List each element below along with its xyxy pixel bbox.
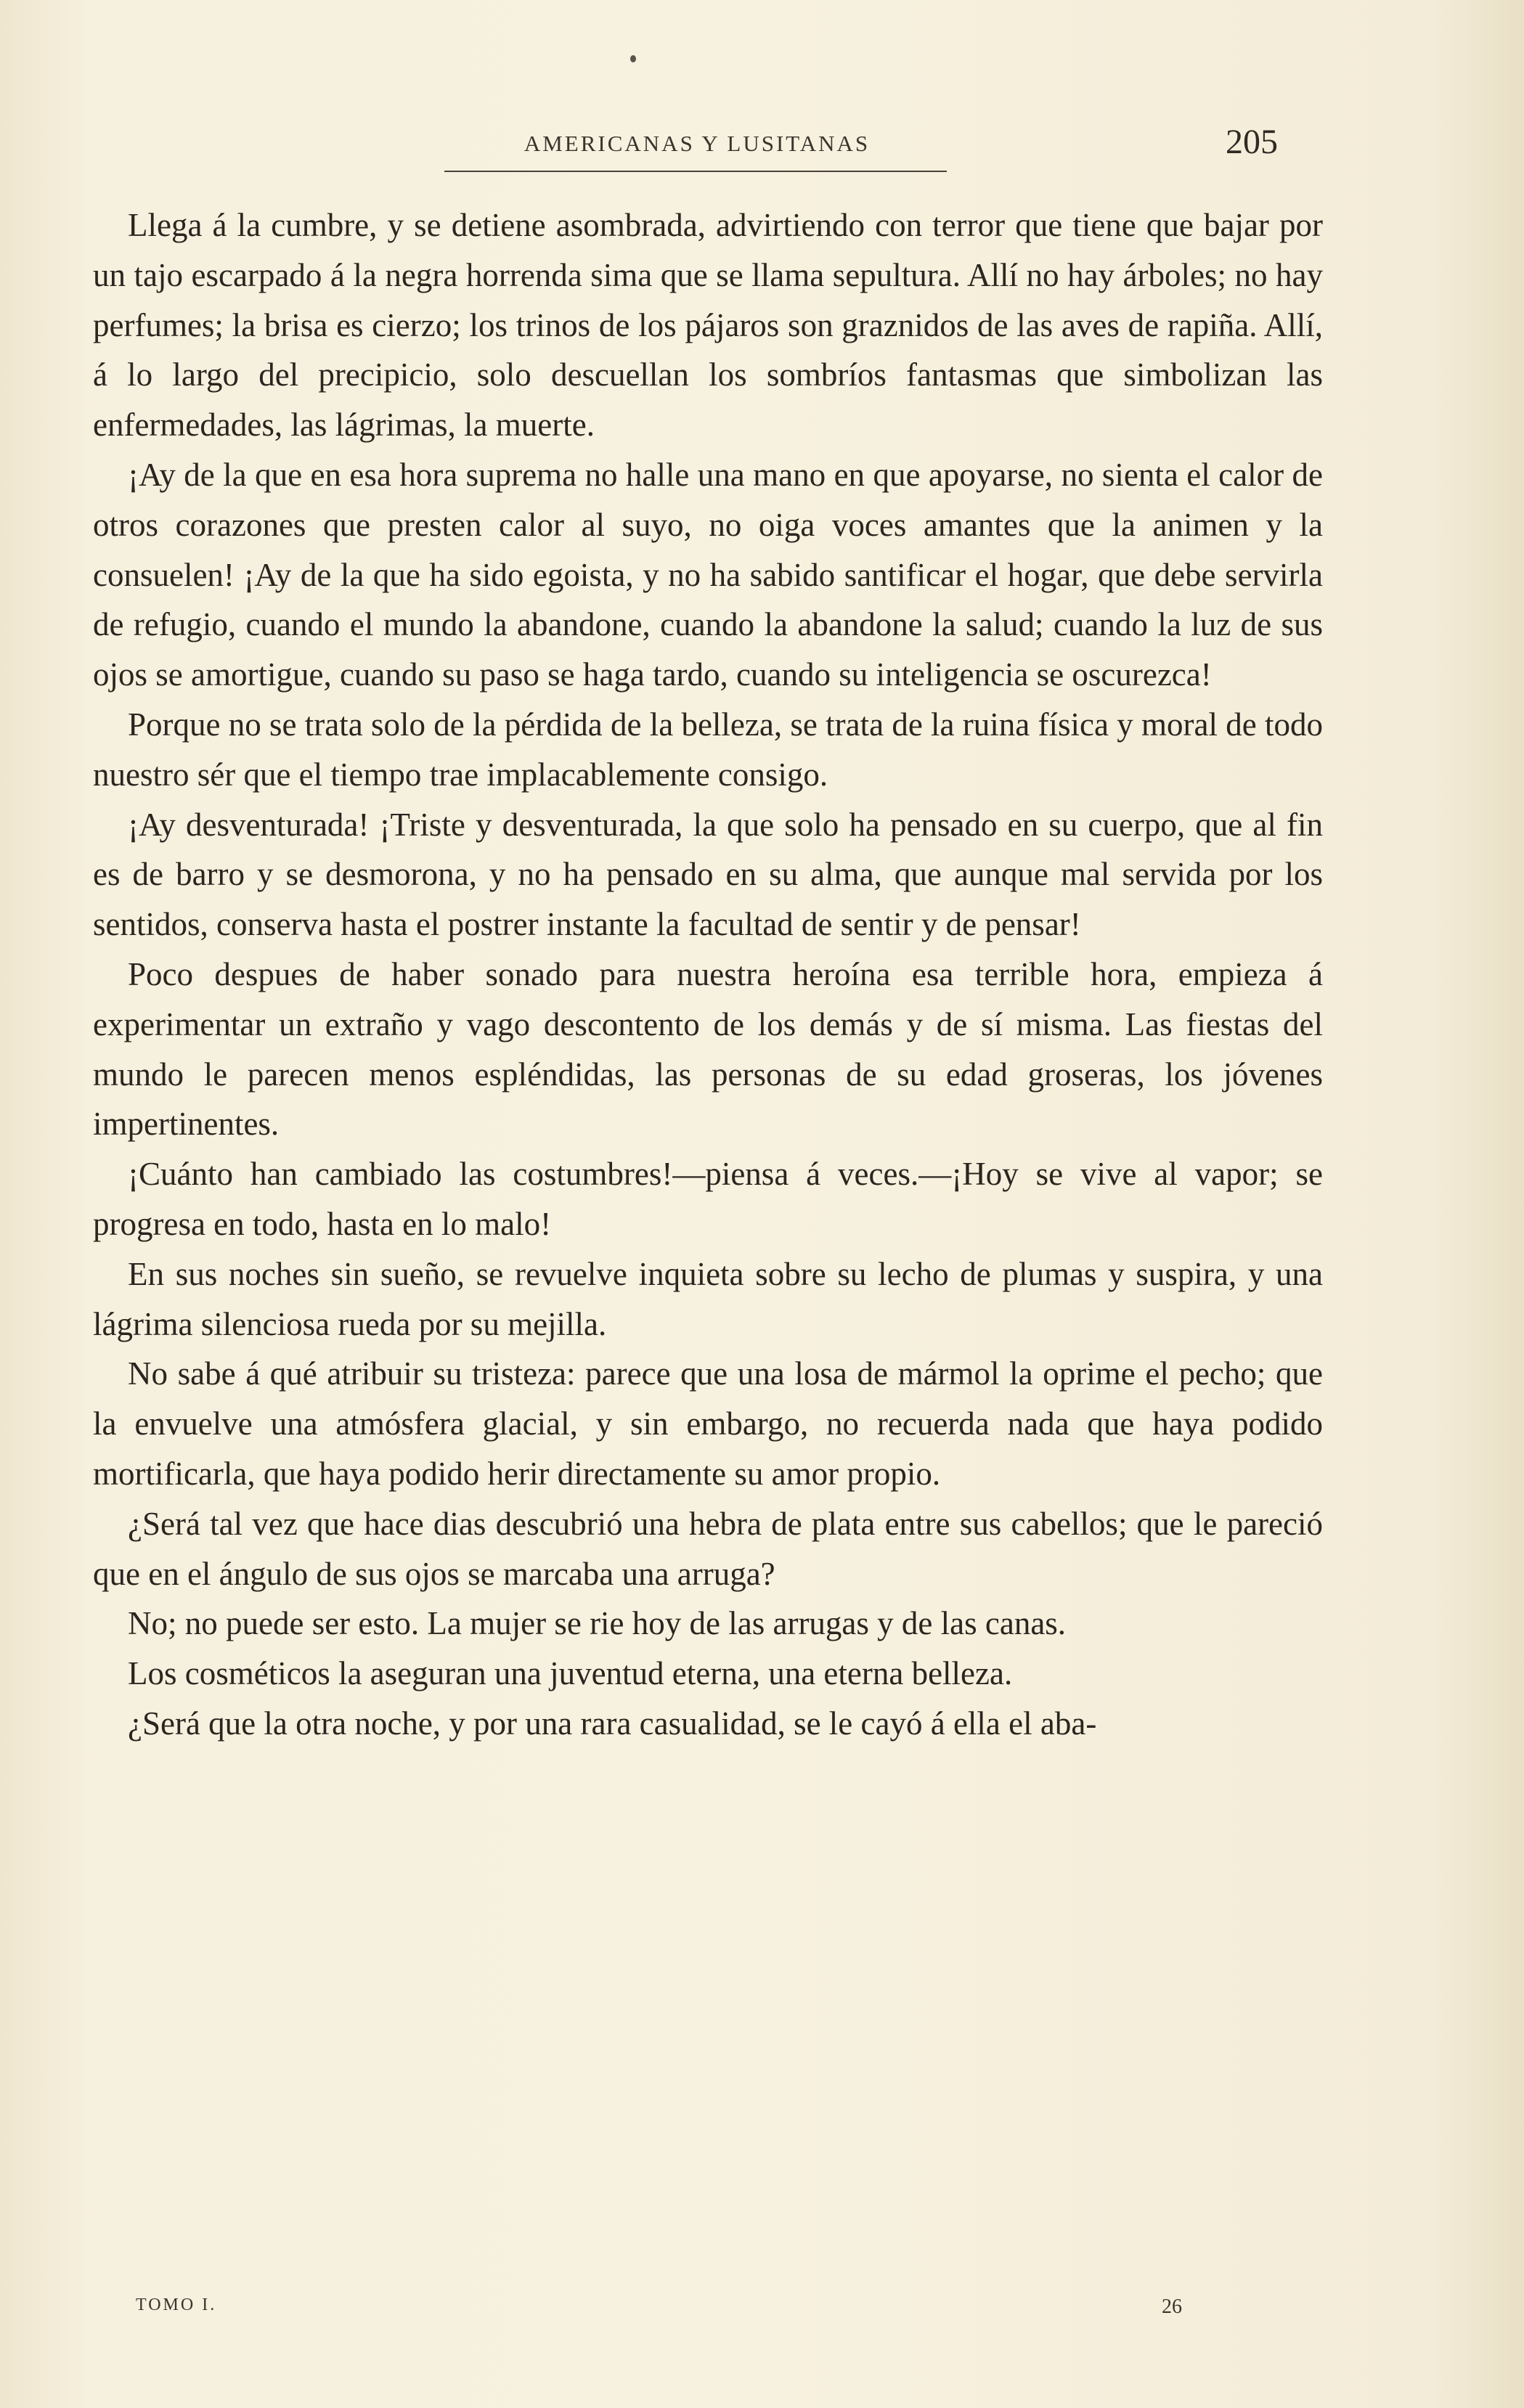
paragraph-5: Poco despues de haber sonado para nuestra heroína esa terrible hora, empieza á experimentar un extraño y vago descontento de los demás y de sí misma. Las fiestas del mundo le parecen menos espléndidas, las personas de su edad groseras, los jóvenes impertinentes. <box>93 955 1323 1143</box>
paragraph-1: Llega á la cumbre, y se detiene asombrada, advirtiendo con terror que tiene que bajar por un tajo escarpado á la negra horrenda sima que se llama sepultura. Allí no hay árboles; no hay perfumes; la brisa es cierzo; los trinos de los pájaros son graznidos de las aves de rapiña. Allí, á lo largo del precipicio, solo descuellan los sombríos fantasmas que simbolizan las enfermedades, las lágrimas, la muerte. <box>93 207 1323 444</box>
running-title: AMERICANAS Y LUSITANAS <box>523 131 871 156</box>
volume-label: TOMO I. <box>136 2295 217 2314</box>
body-text <box>93 200 1323 1749</box>
header-rule <box>444 171 947 172</box>
paragraph-12: ¿Será que la otra noche, y por una rara casualidad, se le cayó á ella el aba- <box>128 1705 1097 1742</box>
paragraph-4: ¡Ay desventurada! ¡Triste y desventurada, la que solo ha pensado en su cuerpo, que al fin es de barro y se desmorona, y no ha pensado en su alma, que aunque mal servida por los sentidos, conserva hasta el postrer instante la facultad de sentir y de pensar! <box>93 806 1323 943</box>
signature-mark: 26 <box>1162 2295 1182 2318</box>
paragraph-2: ¡Ay de la que en esa hora suprema no halle una mano en que apoyarse, no sienta el calor de otros corazones que presten calor al suyo, no oiga voces amantes que la animen y la consuelen! ¡Ay de la que ha sido egoista, y no ha sabido santificar el hogar, que debe servirla de refugio, cuando el mundo la abandone, cuando la abandone la salud; cuando la luz de sus ojos se amortigue, cuando su paso se haga tardo, cuando su inteligencia se oscurezca! <box>93 456 1323 693</box>
ink-dot <box>630 55 636 62</box>
page-number: 205 <box>1226 123 1278 161</box>
paragraph-9: ¿Será tal vez que hace dias descubrió una hebra de plata entre sus cabellos; que le pareció que en el ángulo de sus ojos se marcaba una arruga? <box>93 1505 1323 1592</box>
paragraph-7: En sus noches sin sueño, se revuelve inquieta sobre su lecho de plumas y suspira, y una lágrima silenciosa rueda por su mejilla. <box>93 1255 1323 1342</box>
paragraph-11: Los cosméticos la aseguran una juventud eterna, una eterna belleza. <box>128 1655 1013 1692</box>
paragraph-6: ¡Cuánto han cambiado las costumbres!—piensa á veces.—¡Hoy se vive al vapor; se progresa en todo, hasta en lo malo! <box>93 1156 1323 1242</box>
paragraph-10: No; no puede ser esto. La mujer se rie hoy de las arrugas y de las canas. <box>128 1605 1067 1642</box>
paragraph-3: Porque no se trata solo de la pérdida de la belleza, se trata de la ruina física y moral de todo nuestro sér que el tiempo trae implacablemente consigo. <box>93 706 1323 793</box>
page-footer <box>0 2295 1524 2325</box>
paragraph-8: No sabe á qué atribuir su tristeza: parece que una losa de mármol la oprime el pecho; que la envuelve una atmósfera glacial, y sin embargo, no recuerda nada que haya podido mortificarla, que haya podido herir directamente su amor propio. <box>93 1355 1323 1492</box>
